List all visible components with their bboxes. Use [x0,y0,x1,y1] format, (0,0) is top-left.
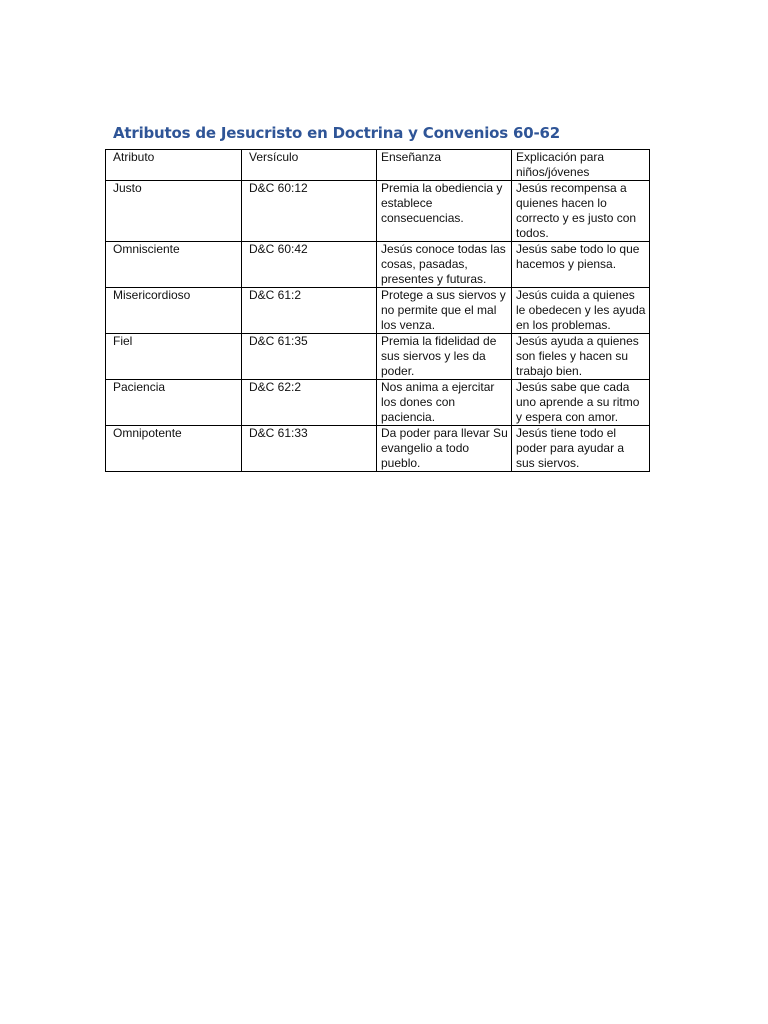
cell-ensenanza: Premia la fidelidad de sus siervos y les da poder. [377,334,512,380]
attributes-table [105,149,650,472]
table-row [106,380,650,426]
table-row [106,288,650,334]
document-title: Atributos de Jesucristo en Doctrina y Convenios 60-62 [113,124,560,142]
table-header-row [106,150,650,181]
cell-versiculo: D&C 61:2 [242,288,377,334]
cell-atributo: Justo [106,181,242,242]
cell-explicacion: Jesús tiene todo el poder para ayudar a sus siervos. [512,426,650,472]
cell-versiculo: D&C 60:12 [242,181,377,242]
cell-atributo: Fiel [106,334,242,380]
table-row [106,334,650,380]
cell-explicacion: Jesús recompensa a quienes hacen lo correcto y es justo con todos. [512,181,650,242]
table-row [106,181,650,242]
cell-explicacion: Jesús ayuda a quienes son fieles y hacen su trabajo bien. [512,334,650,380]
table-header [106,150,650,181]
cell-explicacion: Jesús cuida a quienes le obedecen y les ayuda en los problemas. [512,288,650,334]
cell-versiculo: D&C 61:35 [242,334,377,380]
cell-atributo: Paciencia [106,380,242,426]
cell-atributo: Omnisciente [106,242,242,288]
cell-ensenanza: Protege a sus siervos y no permite que el mal los venza. [377,288,512,334]
table-row [106,242,650,288]
cell-atributo: Misericordioso [106,288,242,334]
header-cell-explicacion: Explicación para niños/jóvenes [512,150,650,181]
cell-explicacion: Jesús sabe que cada uno aprende a su ritmo y espera con amor. [512,380,650,426]
header-cell-atributo: Atributo [106,150,242,181]
table-body [106,181,650,472]
cell-versiculo: D&C 62:2 [242,380,377,426]
header-cell-ensenanza: Enseñanza [377,150,512,181]
cell-ensenanza: Nos anima a ejercitar los dones con paciencia. [377,380,512,426]
cell-ensenanza: Jesús conoce todas las cosas, pasadas, presentes y futuras. [377,242,512,288]
table-row [106,426,650,472]
cell-versiculo: D&C 60:42 [242,242,377,288]
header-cell-versiculo: Versículo [242,150,377,181]
cell-ensenanza: Premia la obediencia y establece consecuencias. [377,181,512,242]
cell-atributo: Omnipotente [106,426,242,472]
cell-explicacion: Jesús sabe todo lo que hacemos y piensa. [512,242,650,288]
cell-ensenanza: Da poder para llevar Su evangelio a todo pueblo. [377,426,512,472]
cell-versiculo: D&C 61:33 [242,426,377,472]
